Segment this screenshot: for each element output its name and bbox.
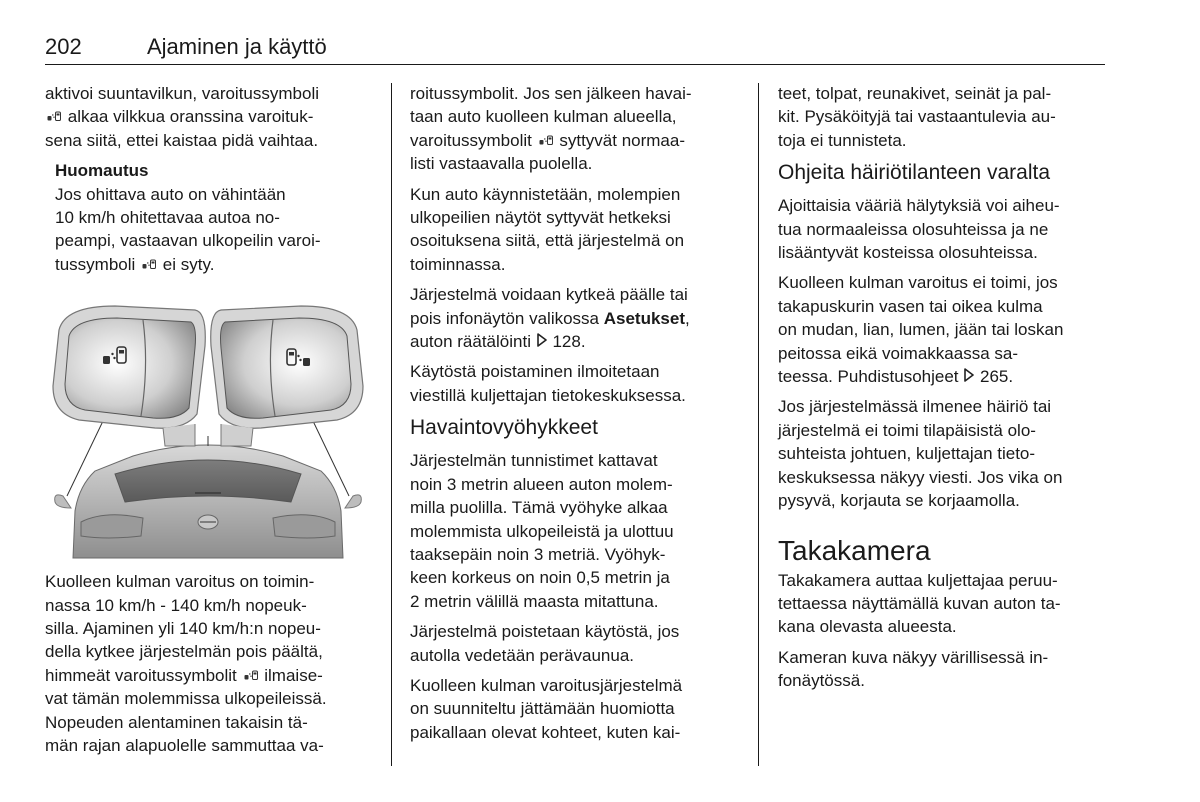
text-line: viestillä kuljettajan tietokeskuksessa. xyxy=(410,385,686,405)
paragraph xyxy=(410,283,750,353)
text-line: toja ei tunnisteta. xyxy=(778,130,907,150)
text-line: Kun auto käynnistetään, molempien xyxy=(410,184,681,204)
paragraph xyxy=(410,360,750,407)
text-line: auton räätälöinti xyxy=(410,332,531,352)
text-line: lisääntyvät kosteissa olosuhteissa. xyxy=(778,243,1038,263)
paragraph xyxy=(410,82,750,176)
page-reference: 128. xyxy=(552,332,586,352)
text-line: teessa. Puhdistusohjeet xyxy=(778,367,959,387)
page-reference-arrow-icon xyxy=(963,368,975,382)
text-line: vat tämän molemmissa ulkopeileissä. xyxy=(45,689,327,709)
text-line: Jos ohittava auto on vähintään xyxy=(55,184,286,204)
text-line: keen korkeus on noin 0,5 metrin ja xyxy=(410,568,670,588)
page-header xyxy=(45,34,1105,62)
text-line: ei syty. xyxy=(162,254,215,274)
text-line: Ajoittaisia vääriä hälytyksiä voi aiheu- xyxy=(778,196,1060,216)
text-line: , xyxy=(685,308,690,328)
page-reference: 265. xyxy=(979,367,1014,387)
text-line: suhteista johtuen, kuljettajan tieto- xyxy=(778,444,1036,464)
column-divider-left xyxy=(391,83,392,766)
column-1 xyxy=(45,82,380,765)
text-line: Käytöstä poistaminen ilmoitetaan xyxy=(410,362,660,382)
page-reference-arrow-icon xyxy=(536,333,548,347)
paragraph xyxy=(410,620,750,667)
column-3 xyxy=(778,82,1118,700)
text-line: pois infonäytön valikossa xyxy=(410,308,600,328)
text-line: tua normaaleissa olosuhteissa ja ne xyxy=(778,219,1049,239)
section-title: Ajaminen ja käyttö xyxy=(147,34,327,59)
blind-spot-warning-icon xyxy=(47,111,61,121)
text-line: himmeät varoitussymbolit xyxy=(45,665,237,685)
mirror-illustration xyxy=(45,296,371,560)
paragraph xyxy=(778,82,1118,152)
text-line: fonäytössä. xyxy=(778,671,865,691)
text-line: listi vastaavalla puolella. xyxy=(410,154,593,174)
column-2 xyxy=(410,82,750,751)
text-line: keskuksessa näkyy viesti. Jos vika on xyxy=(778,467,1063,487)
section-heading-zones: Havaintovyöhykkeet xyxy=(410,416,598,440)
text-line: paikallaan olevat kohteet, kuten kai- xyxy=(410,722,681,742)
text-line: takapuskurin vasen tai oikea kulma xyxy=(778,296,1043,316)
text-line: on suunniteltu jättämään huomiotta xyxy=(410,699,675,719)
text-line: nassa 10 km/h - 140 km/h nopeuk- xyxy=(45,595,307,615)
text-line: autolla vedetään perävaunua. xyxy=(410,645,635,665)
paragraph xyxy=(778,194,1118,264)
text-line: 2 metrin välillä maasta mitattuna. xyxy=(410,591,659,611)
text-line: noin 3 metrin alueen auton molem- xyxy=(410,474,673,494)
text-line: Kuolleen kulman varoitus on toimin- xyxy=(45,572,315,592)
text-line: Järjestelmä voidaan kytkeä päälle tai xyxy=(410,285,688,305)
text-line: toiminnassa. xyxy=(410,254,506,274)
text-line: on mudan, lian, lumen, jään tai loskan xyxy=(778,320,1064,340)
text-line: Kameran kuva näkyy värillisessä in- xyxy=(778,647,1049,667)
text-line: taaksepäin noin 3 metriä. Vyöhyk- xyxy=(410,544,666,564)
text-line: molemmista ulkopeileistä ja ulottuu xyxy=(410,521,674,541)
text-line: milla puolilla. Tämä vyöhyke alkaa xyxy=(410,498,668,518)
text-line: män rajan alapuolelle sammuttaa va- xyxy=(45,736,324,756)
text-line: roitussymbolit. Jos sen jälkeen havai- xyxy=(410,84,692,103)
text-line: Kuolleen kulman varoitus ei toimi, jos xyxy=(778,273,1058,293)
text-line: Jos järjestelmässä ilmenee häiriö tai xyxy=(778,397,1052,417)
text-line: della kytkee järjestelmän pois päältä, xyxy=(45,642,323,662)
text-line: syttyvät normaa- xyxy=(559,130,685,150)
text-line: aktivoi suuntavilkun, varoitussymboli xyxy=(45,84,320,103)
blind-spot-warning-icon xyxy=(539,135,553,145)
text-line: ulkopeilien näytöt syttyvät hetkeksi xyxy=(410,208,671,228)
section-heading-camera: Takakamera xyxy=(778,534,931,566)
text-line: Nopeuden alentaminen takaisin tä- xyxy=(45,712,308,732)
text-line: tettaessa näyttämällä kuvan auton ta- xyxy=(778,593,1061,613)
text-line: sena siitä, ettei kaistaa pidä vaihtaa. xyxy=(45,130,319,150)
text-line: teet, tolpat, reunakivet, seinät ja pal- xyxy=(778,84,1052,103)
text-line: alkaa vilkkua oranssina varoituk- xyxy=(67,107,314,127)
note-title: Huomautus xyxy=(55,161,149,181)
text-line: järjestelmä ei toimi tilapäisistä olo- xyxy=(778,420,1036,440)
paragraph xyxy=(45,570,380,757)
text-line: Järjestelmä poistetaan käytöstä, jos xyxy=(410,622,680,642)
paragraph xyxy=(410,449,750,613)
column-divider-right xyxy=(758,83,759,766)
text-line: tussymboli xyxy=(55,254,136,274)
paragraph xyxy=(45,82,380,152)
paragraph xyxy=(778,569,1118,639)
text-line: peampi, vastaavan ulkopeilin varoi- xyxy=(55,231,321,251)
text-line: pysyvä, korjauta se korjaamolla. xyxy=(778,491,1020,511)
text-line: Järjestelmän tunnistimet kattavat xyxy=(410,451,658,471)
paragraph xyxy=(410,183,750,277)
blind-spot-warning-icon xyxy=(142,259,156,269)
text-line: silla. Ajaminen yli 140 km/h:n nopeu- xyxy=(45,619,321,639)
menu-reference-settings: Asetukset xyxy=(603,308,686,328)
paragraph xyxy=(410,674,750,744)
section-heading-fault: Ohjeita häiriötilanteen varalta xyxy=(778,161,1050,185)
text-line: peitossa eikä voimakkaassa sa- xyxy=(778,343,1019,363)
text-line: 10 km/h ohitettavaa autoa no- xyxy=(55,208,280,228)
paragraph xyxy=(778,646,1118,693)
text-line: taan auto kuolleen kulman alueella, xyxy=(410,107,677,127)
text-line: osoituksena siitä, että järjestelmä on xyxy=(410,231,685,251)
text-line: ilmaise- xyxy=(264,665,323,685)
page-number: 202 xyxy=(45,34,82,59)
blind-spot-warning-icon xyxy=(244,670,258,680)
header-rule xyxy=(45,64,1105,65)
text-line: Takakamera auttaa kuljettajaa peruu- xyxy=(778,570,1058,590)
note-box xyxy=(55,159,380,276)
paragraph xyxy=(778,271,1118,388)
text-line: varoitussymbolit xyxy=(410,130,532,150)
paragraph xyxy=(778,395,1118,512)
text-line: kana olevasta alueesta. xyxy=(778,617,957,637)
text-line: Kuolleen kulman varoitusjärjestelmä xyxy=(410,675,683,695)
text-line: kit. Pysäköityjä tai vastaantulevia au- xyxy=(778,107,1056,127)
